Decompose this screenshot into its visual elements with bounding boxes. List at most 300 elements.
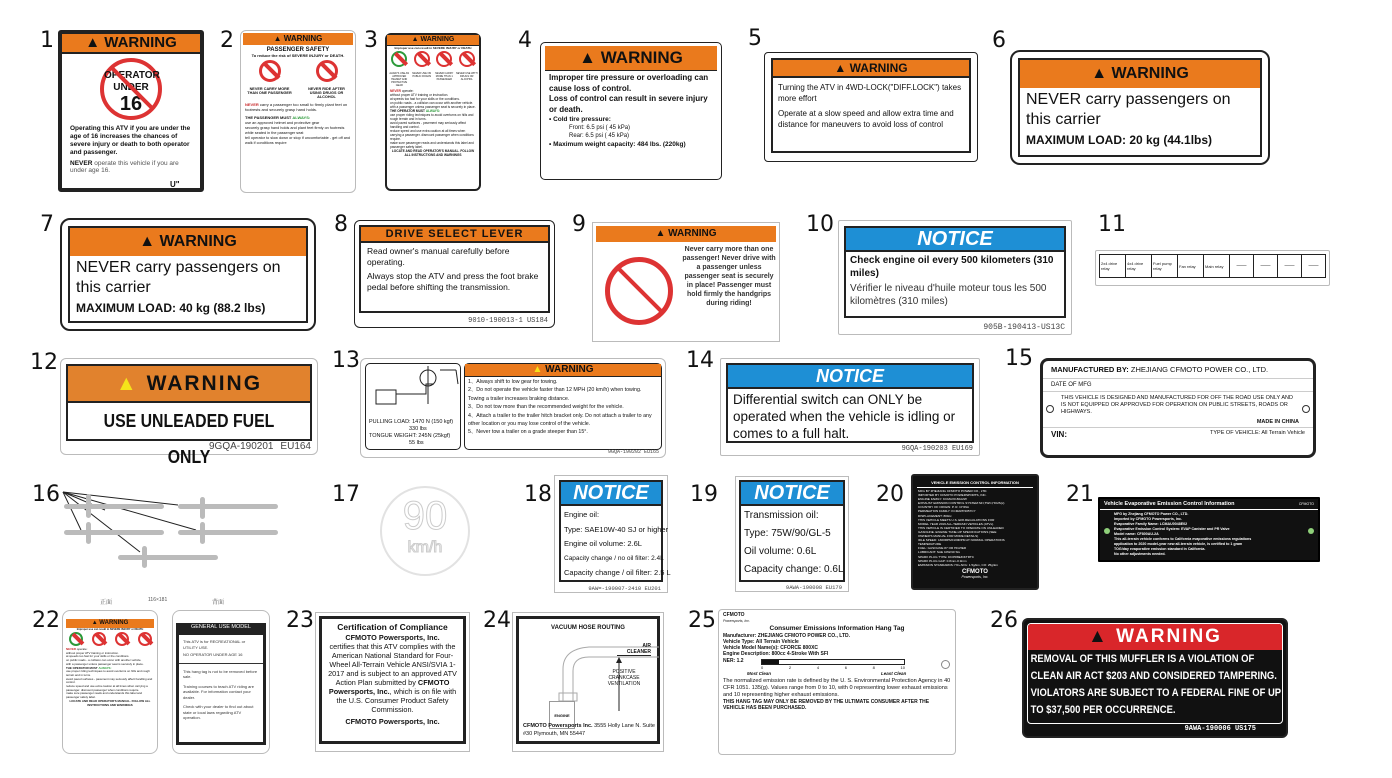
oil-line: Engine oil:: [564, 510, 600, 519]
list-item: 5、Never tow a trailer on a grade steeper than 15°.: [468, 429, 588, 436]
speed-value: 90: [402, 494, 448, 538]
list-item: tell operator to slow down or stop if uncomfortable - get off and walk if conditions require: [245, 136, 351, 145]
decoration: [247, 60, 293, 99]
label-number: 6: [992, 28, 1006, 53]
list-item: at speeds too fast for your skills or the conditions.: [390, 97, 460, 101]
decoration: [723, 658, 951, 678]
hitch-diagram: [365, 363, 461, 450]
prohibition-icon: [100, 58, 162, 120]
body-text: THIS VEHICLE IS DESIGNED AND MANUFACTURED FOR OFF THE ROAD USE ONLY AND IS NOT EQUIPPED OR APPROVED FOR OPERATION ON PUBLIC STREETS, ROADS OR HIGHWAYS.: [1061, 395, 1293, 415]
label-number: 23: [286, 608, 314, 633]
text: make sure passenger reads and understands this label and passenger safety label.: [66, 691, 143, 700]
decoration: [1100, 510, 1318, 559]
decoration: [616, 657, 622, 663]
label-number: 10: [806, 212, 834, 237]
decoration: ▲ WARNING: [70, 228, 306, 256]
front-pressure: Front: 6.5 psi ( 45 kPa): [569, 125, 631, 131]
decoration: [63, 492, 140, 552]
relay-cell: ——: [1308, 263, 1319, 269]
text: Imported by CFMOTO Powersports, Inc.: [1114, 517, 1183, 521]
decoration: [176, 623, 266, 745]
text: EMISSION STANDARDS: HC+NOx: 1.5g/km, CO: 25g/km: [918, 562, 998, 567]
text: Model name: CF800AU-2A: [1114, 532, 1159, 536]
pulling-load-lbs: 330 lbs: [409, 426, 427, 432]
list-item: securely grasp hand holds and plant feet firmly on footrests while seated in the passenger seat: [245, 126, 345, 135]
text: THIS VEHICLE MEETS U.S. EPA REGULATIONS FOR: [918, 517, 995, 522]
decoration: ▲ WARNING: [243, 33, 353, 45]
never-text: NEVER: [70, 160, 93, 167]
decoration: [726, 363, 974, 443]
text: TEMPERATURE: [918, 542, 942, 547]
body-text: operate:: [401, 89, 414, 93]
relay-cell: Main relay: [1204, 255, 1230, 277]
vehicle-type: TYPE OF VEHICLE: All Terrain Vehicle: [1210, 430, 1305, 436]
caution-triangle-icon: ▲: [532, 364, 543, 375]
part-code: 9GQA-190202 EU165: [607, 449, 659, 455]
label-carrier-20kg: [1010, 50, 1270, 165]
text: No other adjustments needed.: [1114, 552, 1166, 556]
list-item: use proper riding techniques to avoid overturns on hills and rough terrain and in turns.: [390, 113, 474, 121]
label-number: 19: [690, 482, 718, 507]
address: 3555 Holly Lane N. Suite #30 Plymouth, MN 55447: [523, 723, 655, 737]
label-muffler-warning: [1022, 618, 1288, 738]
list-item: use an approved helmet and protective gear: [245, 121, 320, 125]
text: This all-terrain vehicle conforms to California evaporative emissions regulations: [1114, 537, 1252, 541]
no-road-icon: [92, 632, 106, 646]
label-number: 3: [364, 28, 378, 53]
text: LUBRICANT: SAE 10W/40 SG: [918, 550, 960, 555]
decoration: ▲ WARNING: [387, 35, 479, 46]
front-side-caption: 正面: [100, 600, 113, 606]
ner-value: NER: 1.2: [723, 657, 744, 664]
sign-text: 16: [119, 93, 143, 115]
manufacturer-label: MANUFACTURED BY:: [1051, 365, 1129, 374]
caution-triangle-icon: ▲: [1088, 626, 1109, 647]
oil-line: Type: SAE10W-40 SJ or higher: [564, 524, 669, 534]
footer-company: CFMOTO Powersports, Inc.: [345, 717, 440, 726]
text: THE OPERATOR MUST: [66, 665, 98, 670]
decoration: [1100, 499, 1318, 510]
decoration: [376, 366, 458, 404]
oil-line: Engine oil volume: 2.6L: [564, 539, 642, 548]
list-item: Read owner's manual carefully before operating.: [367, 246, 510, 267]
made-in-china: MADE IN CHINA: [1043, 419, 1313, 428]
rear-pressure: Rear: 6.5 psi ( 45 kPa): [569, 133, 630, 139]
decoration: [179, 635, 263, 725]
decoration: [200, 522, 205, 544]
text: avoid paved surfaces - pavement may seriously affect handling and control.: [66, 676, 153, 685]
date-of-mfg: DATE OF MFG: [1043, 379, 1313, 392]
decoration: [62, 159, 200, 175]
decoration: [411, 51, 433, 87]
warning-text: WARNING: [146, 372, 263, 395]
cold-pressure-label: • Cold tire pressure:: [549, 116, 611, 123]
text: 10: [900, 664, 905, 670]
part-code: 9GQA-190203 EU169: [901, 445, 973, 453]
company: CFMOTO Powersports Inc.: [523, 723, 593, 729]
brand-subtitle: Powersports, Inc.: [961, 574, 989, 579]
decoration: [366, 419, 460, 447]
body-text: NEVER carry passengers on this carrier: [1026, 91, 1231, 128]
text: application to 2020 model-year new all-terrain vehicle, is certified to 1 gram: [1114, 542, 1243, 546]
decoration: [142, 546, 147, 568]
warning-text: WARNING: [668, 228, 717, 239]
no-drugs-icon: [138, 632, 152, 646]
vin-label: VIN:: [1051, 430, 1067, 439]
decoration: [304, 60, 350, 99]
label-number: 22: [32, 608, 60, 633]
size-caption: 116×181: [148, 597, 168, 603]
body-text: Check engine oil every 500 kilometers (310 miles): [850, 255, 1054, 279]
decoration: [545, 70, 717, 153]
text: ENGINE FAMILY: KCMAX0.80A2W: [918, 497, 967, 502]
text: Engine Description: 800cc 4-Stroke With SFI: [723, 651, 829, 658]
label-number: 15: [1005, 346, 1033, 371]
warning-text: WARNING: [545, 364, 594, 375]
decoration: [844, 226, 1066, 318]
text: 0: [761, 664, 764, 670]
subtitle: To reduce the risk of SEVERE INJURY or DEATH.: [251, 53, 345, 58]
label-number: 11: [1098, 212, 1126, 237]
body-text: NEVER carry passengers on this carrier: [76, 259, 281, 296]
label-evaporative-emission: [1098, 497, 1320, 562]
text: ALWAYS:: [98, 665, 112, 670]
part-code: 9AW=-190007-2410 EU201: [588, 585, 661, 592]
decoration: [179, 663, 263, 664]
label-operator-warning: [385, 33, 481, 191]
hang-tag-front: [62, 610, 158, 754]
must-text: THE PASSENGER MUST: [245, 115, 292, 120]
text: NO OPERATOR UNDER AGE 16: [183, 652, 243, 657]
text: Training courses to teach ATV riding are available. For information contact your dealer.: [183, 683, 254, 700]
label-vehicle-emission-control: [911, 474, 1039, 590]
list-item: without proper ATV training or instruction.: [390, 93, 449, 97]
mounting-dot-icon: [1104, 528, 1110, 534]
decoration: [1043, 361, 1313, 379]
decoration: [241, 60, 355, 99]
text: EXHAUST EMISSION CONTROL SYSTEM:SFI,TWC,HO2S(x): [918, 501, 1005, 506]
decoration: [68, 226, 308, 323]
part-code: 9010-190013-1 US184: [468, 317, 548, 325]
text: Check with your dealer to find out about state or local laws regarding ATV operation.: [183, 704, 254, 720]
tongue-weight-label: TONGUE WEIGHT:: [369, 433, 417, 439]
label-number: 2: [220, 28, 234, 53]
title: VEHICLE EMISSION CONTROL INFORMATION: [917, 476, 1033, 488]
warning-text: WARNING: [1116, 626, 1222, 647]
text: 4: [816, 664, 820, 670]
label-number: 16: [32, 482, 60, 507]
label-consumer-emissions-hang-tag: [718, 609, 956, 755]
label-number: 24: [483, 608, 511, 633]
decoration: [1018, 58, 1262, 157]
title: Certification of Compliance: [337, 622, 448, 632]
text: SPARK PLUG GAP: 0.8mm-0.9mm: [918, 558, 967, 563]
list-item: avoid paved surfaces - pavement may seriously affect handling and control.: [390, 121, 466, 129]
cfmoto-logo: CFMOTO: [1298, 502, 1314, 506]
decoration: [523, 722, 657, 738]
relay-cell: ——: [1278, 255, 1302, 277]
label-number: 12: [30, 350, 58, 375]
decoration: [359, 225, 550, 313]
label-number: 5: [748, 26, 762, 51]
label-number: 18: [524, 482, 552, 507]
text: THIS VEHICLE IS CERTIFIED TO OPERATE ON UNLEADED: [918, 525, 1004, 530]
warning-text: WARNING: [1111, 65, 1189, 82]
text: 2: [788, 664, 792, 670]
label-vacuum-hose-routing: [512, 612, 664, 752]
label-engine-oil-notice: [838, 220, 1072, 335]
max-weight: • Maximum weight capacity: 484 lbs. (220kg): [549, 141, 686, 148]
label-manufacturer-plate: [1040, 358, 1316, 458]
label-number: 1: [40, 28, 54, 53]
decoration: [63, 631, 157, 647]
body-text: Never carry more than one passenger! Never drive with a passenger unless passenger seat is securely in place! Passenger must hold firmly the handgrips during riding!: [682, 246, 776, 307]
oil-line: Oil volume: 0.6L: [744, 546, 817, 557]
oil-line: Capacity change / no oil filter: 2.4L: [564, 554, 664, 562]
oil-line: Capacity change: 0.6L: [744, 564, 844, 575]
least-clean-label: Least Clean: [881, 670, 907, 676]
decoration: [719, 610, 955, 714]
text: without proper ATV training or instruction.: [66, 650, 119, 655]
oil-line: Transmission oil:: [744, 510, 819, 521]
label-number: 20: [876, 482, 904, 507]
label-certification-of-compliance: [315, 612, 470, 752]
label-number: 14: [686, 348, 714, 373]
label-number: 26: [990, 608, 1018, 633]
trailer-hitch-icon: [366, 364, 460, 414]
label-towing: [360, 358, 666, 458]
sign-text: OPERATOR: [104, 70, 160, 81]
label-tire-pressure: [540, 42, 722, 180]
text: operate:: [76, 647, 88, 651]
part-code: 9GQA-190201: [209, 441, 274, 452]
subtitle: Improper use can result in SEVERE INJURY or DEATH: [394, 46, 472, 50]
decoration: [559, 480, 671, 582]
never-text: NEVER: [390, 89, 401, 93]
speed-unit: km/h: [407, 539, 443, 556]
notice-header: NOTICE: [846, 228, 1064, 252]
icon-caption: NEVER CARRY MORE THAN ONE PASSENGER: [247, 87, 292, 95]
decoration: ▲ WARNING: [66, 619, 154, 628]
decoration: [913, 488, 1037, 568]
warning-text: WARNING: [99, 620, 129, 626]
decoration: ▲ WARNING: [596, 226, 776, 242]
notice-header: NOTICE: [561, 482, 661, 506]
decoration: [739, 480, 845, 582]
decoration: [773, 78, 969, 134]
pulling-load-label: PULLING LOAD:: [369, 419, 411, 425]
text: at speeds too fast for your skills or the conditions.: [66, 654, 130, 659]
decoration: [86, 494, 91, 518]
sign-text: UNDER: [113, 82, 149, 93]
decoration: [241, 99, 355, 115]
decoration: [361, 243, 548, 296]
back-side-caption: 背面: [212, 600, 225, 606]
company: CFMOTO Powersports, Inc.: [328, 678, 450, 696]
hang-tag-back: [172, 610, 270, 754]
label-number: 4: [518, 28, 532, 53]
label-carrier-40kg: [60, 218, 316, 331]
reflector-strip: [64, 504, 164, 509]
decoration: [63, 492, 81, 530]
label-number: 9: [572, 212, 586, 237]
label-transmission-oil: [735, 476, 849, 592]
cfmoto-logo: CFMOTO: [723, 612, 745, 618]
body-text: , which is on file with the U.S. Consumer Product Safety Commission.: [336, 687, 457, 714]
list-item: 3、Do not tow more than the recommended weight for the vehicle.: [468, 404, 624, 411]
label-number: 7: [40, 212, 54, 237]
text: SPARK PLUG TYPE: DCPR8E/DKTRTC: [918, 554, 975, 559]
text: OWNER'S MANUAL FOR MORE DETAILS): [918, 534, 979, 539]
icon-caption: NEVER USE WITH DRUGS OR ALCOHOL: [455, 72, 478, 81]
reflector-strip: [118, 555, 218, 560]
part-code: 9AWA-190006 US175: [1184, 725, 1256, 733]
always-text: ALWAYS:: [292, 115, 311, 120]
caution-triangle-icon: ▲: [115, 372, 139, 395]
title: Vehicle Evaporative Emission Control Information: [1104, 501, 1235, 507]
icon-caption: NEVER RIDE AFTER USING DRUGS OR ALCOHOL: [308, 87, 345, 99]
text: GASOLINE. ENGINE TUNE-UP SPECIFICATIONS (SEE: [918, 529, 997, 534]
footer-text: THIS HANG TAG MAY ONLY BE REMOVED BY THE ULTIMATE CONSUMER AFTER THE VEHICLE HAS BEEN PURCHASED.: [723, 698, 930, 712]
body-text: Improper tire pressure or overloading can cause loss of control.: [549, 73, 709, 93]
relay-cell: Fuel pump relay: [1152, 255, 1178, 277]
decoration: [63, 492, 196, 530]
icon-caption: NEVER CARRY MORE THAN 1 PASSENGER: [435, 72, 454, 81]
decoration: [68, 366, 310, 403]
label-number: 13: [332, 348, 360, 373]
relay-cell: ——: [1230, 255, 1254, 277]
label-number: 21: [1066, 482, 1094, 507]
text: on public roads - a collision can occur with another vehicle.: [66, 658, 142, 663]
decoration: [62, 58, 200, 120]
label-differential-switch: [720, 358, 980, 456]
list-item: on public roads - a collision can occur with another vehicle.: [390, 101, 474, 105]
notice-header: NOTICE: [741, 482, 843, 506]
warning-text: WARNING: [420, 36, 455, 43]
warning-text: WARNING: [849, 61, 908, 75]
brand-subtitle: Powersports, Inc.: [723, 619, 751, 624]
relay-cell: 4x4 drive relay: [1126, 255, 1152, 277]
text: 6: [844, 664, 847, 670]
warning-text: WARNING: [104, 34, 177, 51]
text: Evaporative Family Name: LCMAU0048E02: [1114, 522, 1188, 526]
notice-header: NOTICE: [728, 365, 972, 389]
label-passenger-warning: [592, 222, 780, 342]
no-passenger-icon: [605, 257, 673, 325]
icon-caption: NEVER USE ON PUBLIC ROADS: [412, 72, 432, 78]
text: with a passenger unless passenger seat is securely in place.: [66, 661, 144, 666]
engine-label: ENGINE: [549, 701, 575, 729]
decoration: [456, 370, 458, 384]
part-code: 9AWA-190008 EU179: [785, 584, 842, 591]
footer-text: LOCATE AND READ OPERATOR'S MANUAL. FOLLOW ALL INSTRUCTIONS AND WARNINGS: [391, 149, 475, 157]
decoration: [771, 58, 971, 153]
decoration: [387, 88, 479, 158]
always-text: ALWAYS:: [425, 109, 441, 113]
must-text: THE OPERATOR MUST: [390, 109, 425, 113]
decoration: [433, 51, 455, 87]
label-drive-select-lever: [354, 220, 555, 328]
reflector-strip: [178, 504, 278, 509]
no-drugs-icon: [316, 60, 338, 82]
label-operator-under-16: [58, 30, 204, 192]
never-text: NEVER: [245, 102, 259, 107]
label-passenger-safety: [240, 30, 356, 193]
no-passenger-icon: [115, 632, 129, 646]
air-cleaner-label: AIR CLEANER: [617, 643, 651, 656]
label-speed-limit-90: [380, 486, 470, 576]
helmet-icon: [69, 632, 83, 646]
decoration: [200, 497, 205, 519]
body-text: REMOVAL OF THIS MUFFLER IS A VIOLATION OF CLEAN AIR ACT $203 AND CONSIDERED TAMPERING. VIOLATORS ARE SUBJECT TO A FEDERAL FINE OF UP TO $37,500 PER OCCURRENCE.: [1030, 653, 1281, 716]
no-road-icon: [414, 51, 430, 67]
body-text: USE UNLEADED FUEL ONLY: [103, 411, 275, 467]
warning-text: WARNING: [600, 48, 683, 67]
text: TOG/day evaporative emission standard in California.: [1114, 547, 1206, 551]
body-text: The normalized emission rate is defined by the U. S. Environmental Protection Agency in 40 CFR 1051. 135(g). Values range from 0 to 10, with 0 representing lower exhaust emissions and 10 representing higher exhaust emissions.: [723, 677, 951, 698]
text: 8: [872, 664, 875, 670]
text: NEVER: [66, 647, 76, 651]
label-unleaded-fuel: [60, 358, 318, 467]
body-text: certifies that this ATV complies with the American National Standard for Four-Wheel All-Terrain Vehicle ANSI/SVIA 1-2017 and is subject to an approved ATV Action Plan submitted by: [328, 642, 457, 687]
no-drugs-icon: [459, 51, 475, 67]
label-number: 8: [334, 212, 348, 237]
mounting-hole-icon: [1046, 405, 1054, 413]
decoration: [465, 364, 661, 377]
relay-cell: Fan relay: [1178, 255, 1204, 277]
manufacturer: ZHEJIANG CFMOTO POWER CO., LTD.: [1130, 365, 1269, 374]
footer-code: U": [170, 180, 180, 189]
decoration: ▲ WARNING: [545, 46, 717, 70]
text: reduce speed and use extra caution at all times when carrying a passenger. dismount passenger when conditions require.: [66, 684, 148, 692]
list-item: make sure passenger reads and understands this label and passenger safety label.: [390, 141, 474, 149]
text: PERMEATION FAMILY: KCMAPP2057CY: [918, 509, 976, 514]
text: IMPORTED BY CFMOTO POWERSPORTS, INC.: [918, 493, 987, 498]
warning-text: WARNING: [283, 34, 323, 43]
helmet-icon: [391, 51, 407, 67]
text: MODEL YEAR 2019 ALL-TERRAIN VEHICLES (ATVs).: [918, 521, 994, 526]
label-4wd-lock: [764, 52, 978, 162]
body-text: Operate at a slow speed and allow extra time and distance for maneuvers to avoid loss of control: [778, 109, 954, 129]
decoration: [241, 120, 355, 147]
warning-text: WARNING: [159, 233, 237, 250]
no-passengers-icon: [259, 60, 281, 82]
text: use proper riding techniques to avoid overturns on hills and rough terrain and in turns.: [66, 669, 150, 677]
most-clean-label: Most Clean: [747, 670, 772, 676]
pulling-load: 1470 N (150 kgf): [412, 419, 454, 425]
label-engine-oil: [554, 475, 671, 593]
decoration: [1027, 623, 1283, 724]
decoration: [1028, 624, 1282, 650]
text: This ATV is for RECREATIONAL or UTILITY USE.: [183, 639, 246, 650]
hang-hole-icon: [941, 660, 950, 669]
title: PASSENGER SAFETY: [266, 47, 330, 53]
text: COUNTRY OF ORIGIN: P. R. CHINA: [918, 505, 969, 510]
text: Manufacturer: ZHEJIANG CFMOTO POWER CO., LTD.: [723, 632, 851, 639]
list-item: 2、Do not operate the vehicle faster than 12 MPH (20 km/h) when towing. Towing a trailer increases braking distance.: [468, 387, 642, 402]
decoration: [319, 616, 466, 744]
part-code: EU164: [280, 441, 311, 452]
tongue-weight-lbs: 55 lbs: [409, 440, 424, 446]
decoration: [741, 506, 843, 580]
body-text: Turning the ATV in 4WD-LOCK("DIFF.LOCK") takes more effort: [778, 83, 962, 103]
title: DRIVE SELECT LEVER: [361, 227, 548, 243]
title: VACUUM HOSE ROUTING: [551, 625, 625, 631]
text: DISPLACEMENT: 800cc: [918, 513, 952, 518]
text: Vehicle Type: All Terrain Vehicle: [723, 638, 799, 645]
text: MFG BY ZHEJIANG CFMOTO POWER CO., LTD.: [918, 489, 988, 493]
relay-table: [1099, 254, 1326, 278]
